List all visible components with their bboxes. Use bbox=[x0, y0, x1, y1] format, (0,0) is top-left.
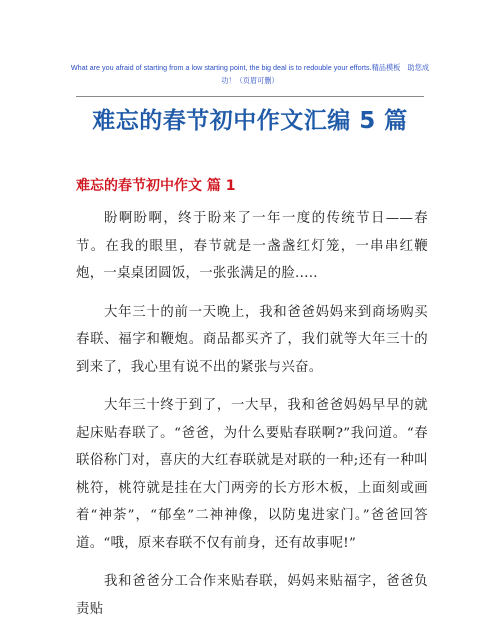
header-motto-english: What are you afraid of starting from a low starting point, the big deal is to redouble your efforts. bbox=[70, 63, 372, 72]
section-heading: 难忘的春节初中作文 篇 1 bbox=[76, 178, 236, 194]
document-title: 难忘的春节初中作文汇编 5 篇 bbox=[92, 108, 408, 134]
page-header-motto bbox=[70, 61, 430, 87]
essay-body bbox=[76, 205, 428, 634]
header-divider bbox=[76, 96, 424, 97]
header-motto-chinese: 精品模板 助您成功！（页眉可删） bbox=[221, 63, 430, 85]
essay-paragraph-2: 大年三十的前一天晚上，我和爸爸妈妈来到商场购买春联、福字和鞭炮。商品都买齐了，我们就等大年三十的到来了，我心里有说不出的紧张与兴奋。 bbox=[76, 304, 428, 375]
essay-paragraph-4: 我和爸爸分工合作来贴春联，妈妈来贴福字，爸爸负责贴 bbox=[76, 574, 428, 617]
essay-paragraph-3: 大年三十终于到了，一大早，我和爸爸妈妈早早的就起床贴春联了。“爸爸，为什么要贴春联啊?”我问道。“春联俗称门对，喜庆的大红春联就是对联的一种;还有一种叫桃符，桃符就是挂在大门两旁的长方形木板，上面刻或画着“神荼”，“郁垒”二神神像，以防鬼进家门。”爸爸回答道。“哦，原来春联不仅有前身，还有故事呢!” bbox=[76, 398, 428, 551]
essay-paragraph-1: 盼啊盼啊，终于盼来了一年一度的传统节日——春节。在我的眼里，春节就是一盏盏红灯笼，一串串红鞭炮，一桌桌团圆饭，一张张满足的脸..... bbox=[76, 211, 428, 281]
